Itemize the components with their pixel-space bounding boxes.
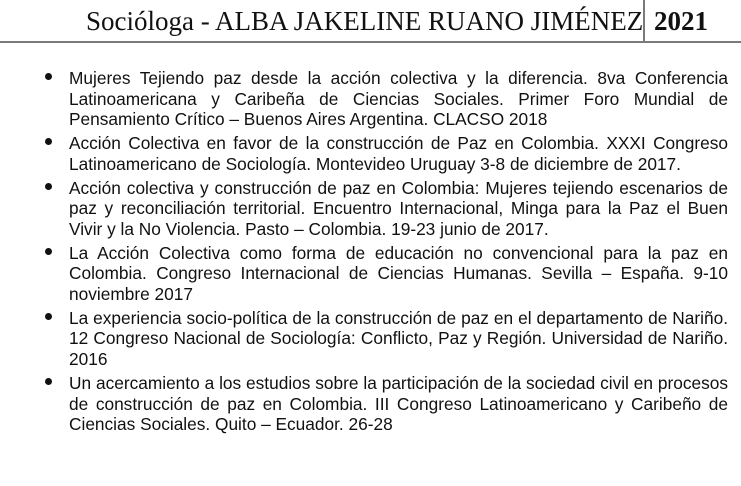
list-item xyxy=(0,133,741,174)
header-separator xyxy=(643,0,645,42)
header-rule xyxy=(0,41,741,43)
list-item-text: La experiencia socio-política de la construcción de paz en el departamento de Nariño. 12 Congreso Nacional de Sociología: Conflicto, Paz y Región. Universidad de Nariño. 2016 xyxy=(69,307,728,370)
bullet-icon xyxy=(45,183,52,190)
bullet-icon xyxy=(45,138,52,145)
header-year: 2021 xyxy=(654,6,708,36)
list-item-text: La Acción Colectiva como forma de educación no convencional para la paz en Colombia. Congreso Internacional de Ciencias Humanas. Sevilla – España. 9-10 noviembre 2017 xyxy=(69,242,728,305)
list-item xyxy=(0,178,741,240)
list-item xyxy=(0,308,741,370)
list-item-text: Acción Colectiva en favor de la construcción de Paz en Colombia. XXXI Congreso Latinoamericano de Sociología. Montevideo Uruguay 3-8 de diciembre de 2017. xyxy=(69,133,728,174)
list-item-text: Un acercamiento a los estudios sobre la participación de la sociedad civil en procesos de construcción de paz en Colombia. III Congreso Latinoamericano y Caribeño de Ciencias Sociales. Quito – Ecuador. 26-28 xyxy=(69,372,728,435)
bullet-icon xyxy=(45,313,52,320)
list-item-text: Acción colectiva y construcción de paz en Colombia: Mujeres tejiendo escenarios de paz y reconciliación territorial. Encuentro Internacional, Minga para la Paz el Buen Vivir y la No Violencia. Pasto – Colombia. 19-23 junio de 2017. xyxy=(69,177,728,239)
list-item-text: Mujeres Tejiendo paz desde la acción colectiva y la diferencia. 8va Conferencia Latinoamericana y Caribeña de Ciencias Sociales. Primer Foro Mundial de Pensamiento Crítico – Buenos Aires Argentina. CLACSO 2018 xyxy=(69,68,728,130)
list-item xyxy=(0,243,741,305)
list-item xyxy=(0,373,741,435)
page-header xyxy=(0,0,741,42)
header-title: Socióloga - ALBA JAKELINE RUANO JIMÉNEZ xyxy=(86,6,644,36)
bullet-icon xyxy=(45,378,52,385)
list-item xyxy=(0,68,741,130)
presentations-list xyxy=(0,68,741,438)
bullet-icon xyxy=(45,248,52,255)
bullet-icon xyxy=(45,73,52,80)
